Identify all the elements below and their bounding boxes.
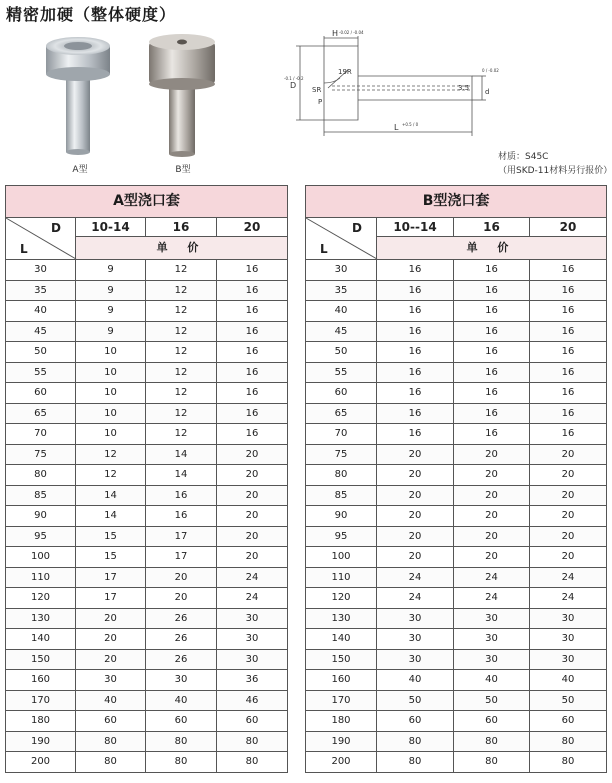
length-cell: 130: [306, 608, 377, 629]
price-cell: 40: [76, 690, 146, 711]
length-cell: 90: [6, 506, 76, 527]
price-table-a: [5, 185, 288, 773]
price-cell: 20: [530, 465, 607, 486]
table-row: [306, 485, 607, 506]
price-cell: 14: [76, 506, 146, 527]
price-cell: 60: [377, 711, 454, 732]
price-cell: 16: [377, 362, 454, 383]
price-cell: 80: [217, 752, 288, 773]
price-cell: 30: [217, 608, 288, 629]
table-row: [6, 731, 288, 752]
price-cell: 16: [377, 342, 454, 363]
table-row: [6, 383, 288, 404]
price-cell: 80: [530, 752, 607, 773]
length-cell: 120: [306, 588, 377, 609]
table-row: [6, 321, 288, 342]
table-row: [6, 649, 288, 670]
table-row: [306, 465, 607, 486]
price-cell: 16: [377, 260, 454, 281]
price-cell: 20: [377, 444, 454, 465]
table-a-title: A型浇口套: [6, 186, 288, 218]
price-cell: 16: [530, 362, 607, 383]
price-cell: 12: [146, 362, 217, 383]
length-cell: 45: [6, 321, 76, 342]
sprue-bushing-a-image: [40, 28, 120, 163]
sprue-bushing-b-image: [143, 28, 223, 163]
length-cell: 140: [306, 629, 377, 650]
price-cell: 24: [454, 588, 530, 609]
price-cell: 10: [76, 403, 146, 424]
price-cell: 10: [76, 362, 146, 383]
price-cell: 30: [454, 649, 530, 670]
length-cell: 40: [306, 301, 377, 322]
price-cell: 24: [217, 567, 288, 588]
price-cell: 15: [76, 547, 146, 568]
table-row: [6, 506, 288, 527]
price-cell: 9: [76, 280, 146, 301]
price-cell: 24: [217, 588, 288, 609]
table-row: [6, 629, 288, 650]
price-cell: 16: [454, 362, 530, 383]
table-row: [6, 424, 288, 445]
d-header: 10-14: [76, 218, 146, 237]
length-cell: 200: [6, 752, 76, 773]
table-row: [306, 362, 607, 383]
price-cell: 20: [217, 485, 288, 506]
price-cell: 16: [530, 321, 607, 342]
price-cell: 20: [146, 588, 217, 609]
table-row: [6, 690, 288, 711]
length-cell: 110: [6, 567, 76, 588]
product-a-photo: [40, 28, 120, 175]
price-cell: 12: [146, 342, 217, 363]
price-cell: 20: [217, 506, 288, 527]
table-row: [6, 280, 288, 301]
price-cell: 20: [377, 547, 454, 568]
length-cell: 95: [306, 526, 377, 547]
price-cell: 26: [146, 649, 217, 670]
table-row: [306, 342, 607, 363]
table-row: [306, 690, 607, 711]
price-table-b: [305, 185, 607, 773]
price-cell: 30: [377, 608, 454, 629]
price-cell: 60: [454, 711, 530, 732]
length-cell: 100: [306, 547, 377, 568]
price-cell: 16: [217, 424, 288, 445]
price-cell: 80: [76, 752, 146, 773]
price-cell: 20: [76, 608, 146, 629]
length-cell: 200: [306, 752, 377, 773]
price-cell: 16: [454, 424, 530, 445]
price-cell: 16: [454, 280, 530, 301]
table-row: [6, 588, 288, 609]
price-cell: 16: [377, 424, 454, 445]
length-cell: 60: [306, 383, 377, 404]
price-cell: 20: [217, 465, 288, 486]
length-cell: 70: [6, 424, 76, 445]
price-cell: 16: [217, 342, 288, 363]
price-cell: 16: [530, 383, 607, 404]
dim-d-label: D: [290, 81, 297, 90]
price-cell: 30: [530, 608, 607, 629]
price-cell: 60: [217, 711, 288, 732]
price-cell: 60: [76, 711, 146, 732]
price-cell: 46: [217, 690, 288, 711]
length-cell: 55: [6, 362, 76, 383]
price-cell: 30: [454, 608, 530, 629]
d-header: 16: [146, 218, 217, 237]
price-cell: 20: [377, 526, 454, 547]
price-cell: 80: [454, 731, 530, 752]
length-cell: 170: [306, 690, 377, 711]
price-cell: 50: [454, 690, 530, 711]
table-row: [306, 608, 607, 629]
length-cell: 70: [306, 424, 377, 445]
corner-l-label: L: [320, 242, 328, 256]
price-cell: 20: [377, 506, 454, 527]
price-cell: 16: [146, 485, 217, 506]
price-cell: 9: [76, 260, 146, 281]
table-row: [6, 362, 288, 383]
corner-l-label: L: [20, 242, 28, 256]
table-b-corner-cell: [306, 218, 377, 260]
price-cell: 30: [530, 649, 607, 670]
table-row: [306, 321, 607, 342]
price-cell: 50: [377, 690, 454, 711]
price-cell: 80: [377, 731, 454, 752]
price-cell: 16: [530, 342, 607, 363]
dim-hole-label: 3.5: [458, 84, 470, 92]
price-cell: 10: [76, 424, 146, 445]
length-cell: 130: [6, 608, 76, 629]
price-cell: 20: [146, 567, 217, 588]
price-cell: 17: [76, 567, 146, 588]
table-row: [306, 403, 607, 424]
price-cell: 16: [377, 383, 454, 404]
price-cell: 9: [76, 321, 146, 342]
length-cell: 110: [306, 567, 377, 588]
price-cell: 16: [530, 403, 607, 424]
price-cell: 80: [146, 731, 217, 752]
price-cell: 36: [217, 670, 288, 691]
price-cell: 20: [530, 485, 607, 506]
table-row: [6, 465, 288, 486]
price-cell: 12: [146, 301, 217, 322]
price-cell: 12: [76, 465, 146, 486]
price-cell: 10: [76, 383, 146, 404]
price-cell: 12: [146, 403, 217, 424]
table-row: [6, 567, 288, 588]
unit-price-header: 单 价: [76, 237, 288, 260]
price-cell: 16: [217, 301, 288, 322]
price-cell: 16: [377, 403, 454, 424]
price-cell: 16: [217, 280, 288, 301]
price-cell: 24: [377, 588, 454, 609]
length-cell: 170: [6, 690, 76, 711]
table-row: [6, 301, 288, 322]
material-line-1: 材质：S45C: [498, 152, 549, 162]
table-row: [6, 485, 288, 506]
length-cell: 55: [306, 362, 377, 383]
price-cell: 12: [146, 383, 217, 404]
price-cell: 20: [454, 526, 530, 547]
length-cell: 85: [6, 485, 76, 506]
price-cell: 17: [146, 547, 217, 568]
price-cell: 80: [76, 731, 146, 752]
table-row: [6, 260, 288, 281]
price-cell: 30: [146, 670, 217, 691]
dim-h-label: H: [332, 29, 339, 38]
price-cell: 20: [530, 526, 607, 547]
price-cell: 16: [217, 383, 288, 404]
price-cell: 30: [454, 629, 530, 650]
length-cell: 180: [306, 711, 377, 732]
table-row: [6, 342, 288, 363]
price-cell: 16: [217, 321, 288, 342]
d-header: 10--14: [377, 218, 454, 237]
price-cell: 17: [146, 526, 217, 547]
length-cell: 150: [306, 649, 377, 670]
price-cell: 16: [530, 424, 607, 445]
price-cell: 14: [76, 485, 146, 506]
length-cell: 120: [6, 588, 76, 609]
table-row: [6, 403, 288, 424]
length-cell: 65: [6, 403, 76, 424]
dim-l-label: L: [394, 123, 399, 132]
price-cell: 60: [146, 711, 217, 732]
price-cell: 80: [377, 752, 454, 773]
price-cell: 24: [454, 567, 530, 588]
price-cell: 16: [454, 260, 530, 281]
table-row: [306, 506, 607, 527]
length-cell: 90: [306, 506, 377, 527]
corner-d-label: D: [51, 221, 61, 235]
price-cell: 20: [217, 547, 288, 568]
price-cell: 12: [76, 444, 146, 465]
price-cell: 40: [530, 670, 607, 691]
length-cell: 30: [6, 260, 76, 281]
price-cell: 60: [530, 711, 607, 732]
price-cell: 15: [76, 526, 146, 547]
price-cell: 20: [377, 465, 454, 486]
price-cell: 16: [454, 403, 530, 424]
length-cell: 150: [6, 649, 76, 670]
length-cell: 160: [306, 670, 377, 691]
price-cell: 20: [530, 506, 607, 527]
table-row: [6, 547, 288, 568]
table-row: [306, 731, 607, 752]
price-cell: 16: [454, 383, 530, 404]
dim-d2-tol: 0 / -0.02: [482, 68, 499, 73]
diagonal-line-icon: [6, 218, 76, 259]
length-cell: 45: [306, 321, 377, 342]
price-cell: 9: [76, 301, 146, 322]
technical-drawing: [282, 28, 497, 148]
table-row: [306, 383, 607, 404]
price-cell: 16: [454, 321, 530, 342]
corner-d-label: D: [352, 221, 362, 235]
dim-d2-label: d: [485, 88, 490, 96]
d-header: 20: [530, 218, 607, 237]
length-cell: 190: [306, 731, 377, 752]
price-cell: 20: [530, 444, 607, 465]
price-cell: 40: [377, 670, 454, 691]
length-cell: 65: [306, 403, 377, 424]
price-cell: 12: [146, 424, 217, 445]
price-cell: 24: [530, 567, 607, 588]
dim-r-label: 19R: [338, 68, 352, 76]
product-b-label: B型: [175, 165, 191, 175]
price-cell: 16: [377, 321, 454, 342]
length-cell: 75: [6, 444, 76, 465]
table-row: [306, 444, 607, 465]
price-cell: 16: [217, 260, 288, 281]
table-row: [306, 752, 607, 773]
price-cell: 17: [76, 588, 146, 609]
table-row: [6, 752, 288, 773]
table-row: [306, 260, 607, 281]
table-row: [306, 670, 607, 691]
price-cell: 16: [454, 342, 530, 363]
table-row: [306, 526, 607, 547]
price-cell: 26: [146, 608, 217, 629]
price-cell: 30: [530, 629, 607, 650]
price-cell: 20: [454, 547, 530, 568]
diagonal-line-icon: [306, 218, 377, 259]
price-cell: 30: [217, 649, 288, 670]
price-cell: 16: [146, 506, 217, 527]
price-cell: 24: [530, 588, 607, 609]
table-row: [306, 711, 607, 732]
price-cell: 80: [217, 731, 288, 752]
price-cell: 16: [530, 280, 607, 301]
length-cell: 80: [306, 465, 377, 486]
price-cell: 14: [146, 465, 217, 486]
length-cell: 35: [6, 280, 76, 301]
price-cell: 14: [146, 444, 217, 465]
d-header: 20: [217, 218, 288, 237]
length-cell: 60: [6, 383, 76, 404]
price-cell: 20: [454, 506, 530, 527]
length-cell: 40: [6, 301, 76, 322]
d-header: 16: [454, 218, 530, 237]
product-b-photo: [143, 28, 223, 175]
length-cell: 50: [306, 342, 377, 363]
price-cell: 20: [454, 465, 530, 486]
table-a-corner-cell: [6, 218, 76, 260]
price-cell: 20: [217, 526, 288, 547]
table-row: [306, 649, 607, 670]
price-cell: 16: [217, 362, 288, 383]
material-note: [498, 150, 611, 178]
length-cell: 35: [306, 280, 377, 301]
length-cell: 100: [6, 547, 76, 568]
price-cell: 50: [530, 690, 607, 711]
length-cell: 85: [306, 485, 377, 506]
length-cell: 80: [6, 465, 76, 486]
dim-p-label: P: [318, 98, 323, 106]
table-row: [6, 608, 288, 629]
price-cell: 16: [530, 260, 607, 281]
price-cell: 16: [217, 403, 288, 424]
price-cell: 30: [377, 629, 454, 650]
price-cell: 12: [146, 260, 217, 281]
table-row: [6, 526, 288, 547]
dim-sr-label: SR: [312, 86, 322, 94]
table-row: [306, 280, 607, 301]
price-cell: 20: [530, 547, 607, 568]
price-cell: 40: [454, 670, 530, 691]
table-b-title: B型浇口套: [306, 186, 607, 218]
price-cell: 12: [146, 321, 217, 342]
table-row: [306, 629, 607, 650]
length-cell: 30: [306, 260, 377, 281]
price-cell: 24: [377, 567, 454, 588]
price-cell: 40: [146, 690, 217, 711]
dim-l-tol: +0.5 / 0: [402, 122, 419, 127]
dim-d-tol: -0.1 / -0.2: [284, 76, 304, 81]
price-cell: 16: [530, 301, 607, 322]
price-cell: 26: [146, 629, 217, 650]
price-cell: 80: [530, 731, 607, 752]
material-line-2: （用SKD-11材料另行报价）: [498, 166, 612, 176]
product-a-label: A型: [72, 165, 88, 175]
price-cell: 30: [217, 629, 288, 650]
price-cell: 20: [454, 444, 530, 465]
price-cell: 20: [76, 629, 146, 650]
table-row: [6, 670, 288, 691]
length-cell: 190: [6, 731, 76, 752]
price-cell: 16: [377, 301, 454, 322]
length-cell: 140: [6, 629, 76, 650]
table-row: [306, 424, 607, 445]
length-cell: 50: [6, 342, 76, 363]
price-cell: 30: [76, 670, 146, 691]
length-cell: 160: [6, 670, 76, 691]
table-row: [306, 588, 607, 609]
table-row: [306, 567, 607, 588]
price-cell: 20: [76, 649, 146, 670]
price-cell: 20: [217, 444, 288, 465]
price-cell: 10: [76, 342, 146, 363]
price-cell: 20: [377, 485, 454, 506]
table-row: [306, 547, 607, 568]
length-cell: 75: [306, 444, 377, 465]
length-cell: 95: [6, 526, 76, 547]
price-cell: 16: [454, 301, 530, 322]
dim-h-tol: -0.02 / -0.04: [339, 30, 364, 35]
price-cell: 20: [454, 485, 530, 506]
price-cell: 30: [377, 649, 454, 670]
table-row: [6, 444, 288, 465]
price-cell: 80: [146, 752, 217, 773]
table-row: [306, 301, 607, 322]
price-cell: 80: [454, 752, 530, 773]
price-cell: 16: [377, 280, 454, 301]
drawing-shank: [358, 76, 472, 100]
length-cell: 180: [6, 711, 76, 732]
price-cell: 12: [146, 280, 217, 301]
page-title: 精密加硬（整体硬度）: [6, 5, 177, 24]
unit-price-header: 单 价: [377, 237, 607, 260]
table-row: [6, 711, 288, 732]
